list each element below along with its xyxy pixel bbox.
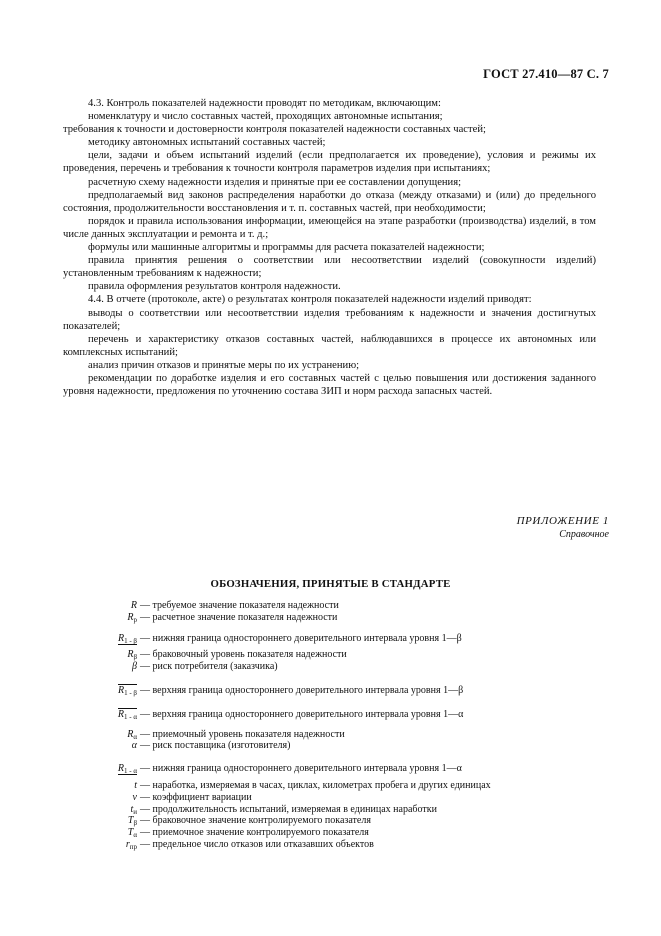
legend-symbol: $R_{1 - \beta}$ — [117, 684, 137, 697]
paragraph: предполагаемый вид законов распределения наработки до отказа (между отказами) и (или) до предельного состояния, продолжительности восстановления и т. п. составных частей, при необходимости; — [63, 189, 596, 214]
legend-symbol: R — [130, 600, 137, 611]
paragraph: цели, задачи и объем испытаний изделий (если предполагается их проведение), условия и режимы их проведения, перечень и требования к точности контроля параметров изделия при испытаниях; — [63, 150, 596, 175]
paragraph: порядок и правила использования информации, имеющейся на этапе разработки (производства) изделий, в том числе данных эксплуатации и ремонта и т. д.; — [63, 215, 596, 240]
legend-symbol: $R_p$ — [127, 611, 137, 624]
legend-symbol: $T_\beta$ — [127, 815, 137, 828]
legend-description: — нижняя граница одностороннего доверительного интервала уровня 1—α — [140, 763, 462, 775]
paragraph: перечень и характеристику отказов составных частей, наблюдавшихся в процессе их автономных или комплексных испытаний; — [63, 333, 596, 358]
paragraph: номенклатуру и число составных частей, проходящих автономные испытания; — [88, 111, 443, 123]
legend-symbol: v — [132, 791, 137, 803]
paragraph: правила принятия решения о соответствии или несоответствии изделий (совокупности изделий) установленным требованиям к надежности; — [63, 255, 596, 280]
legend-symbol: $R_{1 - \beta}$ — [117, 632, 137, 645]
legend-item — [88, 792, 598, 804]
legend-description: — требуемое значение показателя надежности — [140, 600, 339, 611]
clause-4-4: 4.4. В отчете (протоколе, акте) о результатах контроля показателей надежности изделий приводят: — [88, 294, 532, 306]
legend-description: — риск потребителя (заказчика) — [140, 661, 278, 673]
appendix-label — [517, 515, 609, 540]
paragraph: анализ причин отказов и принятые меры по их устранению; — [88, 359, 360, 371]
legend-item — [88, 685, 598, 697]
paragraph: требования к точности и достоверности контроля показателей надежности составных частей; — [63, 124, 486, 136]
paragraph: рекомендации по доработке изделия и его составных частей с целью повышения или достижения заданного уровня надежности, предложения по уточнению состава ЗИП и норм расхода запасных частей. — [63, 372, 596, 398]
legend-item — [88, 709, 598, 721]
legend-item — [88, 612, 598, 624]
legend-symbol: β — [132, 661, 137, 673]
legend-symbol: $T_\alpha$ — [127, 827, 137, 840]
legend-symbol: α — [131, 740, 137, 752]
legend-symbol: $R_\alpha$ — [127, 728, 137, 741]
legend-item — [88, 827, 598, 839]
legend-item — [88, 804, 598, 816]
legend-item — [88, 839, 598, 851]
appendix-subtitle: Справочное — [559, 529, 609, 540]
page-header: ГОСТ 27.410—87 С. 7 — [483, 67, 609, 81]
legend-symbol: $t_и$ — [130, 803, 137, 816]
legend-description: — нижняя граница одностороннего доверительного интервала уровня 1—β — [140, 632, 462, 644]
legend-description: — продолжительность испытаний, измеряемая в единицах наработки — [140, 803, 437, 815]
legend-description: — верхняя граница одностороннего доверительного интервала уровня 1—α — [140, 708, 464, 720]
legend-description: — риск поставщика (изготовителя) — [140, 740, 291, 752]
legend-item — [88, 763, 598, 775]
legend-item — [88, 815, 598, 827]
legend-description: — браковочное значение контролируемого показателя — [140, 815, 371, 827]
legend-title: ОБОЗНАЧЕНИЯ, ПРИНЯТЫЕ В СТАНДАРТЕ — [210, 578, 451, 590]
paragraph: методику автономных испытаний составных частей; — [88, 137, 326, 149]
legend-description: — приемочный уровень показателя надежности — [140, 728, 345, 740]
legend-item — [88, 729, 598, 741]
legend-symbol: $R_\beta$ — [127, 649, 137, 662]
legend-symbol: t — [134, 779, 137, 791]
legend-item — [88, 740, 598, 752]
paragraph: выводы о соответствии или несоответствии изделия требованиям к надежности и значения достигнутых показателей; — [63, 307, 596, 332]
legend-item — [88, 633, 598, 645]
legend-description: — коэффициент вариации — [140, 791, 252, 803]
legend-description: — браковочный уровень показателя надежности — [140, 649, 347, 661]
legend-description: — наработка, измеряемая в часах, циклах, километрах пробега и других единицах — [140, 779, 491, 791]
clause-4-3: 4.3. Контроль показателей надежности проводят по методикам, включающим: — [88, 98, 441, 109]
body-text — [63, 97, 596, 398]
legend-symbol: $R_{1 - \alpha}$ — [117, 708, 137, 721]
legend-item — [88, 661, 598, 673]
legend-description: — предельное число отказов или отказавших объектов — [140, 838, 374, 850]
legend-item — [88, 600, 598, 612]
paragraph: правила оформления результатов контроля надежности. — [88, 281, 341, 293]
legend-symbol: $R_{1 - \alpha}$ — [117, 763, 137, 776]
legend-item — [88, 649, 598, 661]
legend-description: — верхняя граница одностороннего доверительного интервала уровня 1—β — [140, 684, 464, 696]
paragraph: расчетную схему надежности изделия и принятые при ее составлении допущения; — [88, 176, 462, 188]
legend-description: — расчетное значение показателя надежности — [140, 611, 338, 623]
symbols-legend — [88, 600, 598, 851]
legend-description: — приемочное значение контролируемого показателя — [140, 827, 369, 839]
legend-item — [88, 780, 598, 792]
paragraph: формулы или машинные алгоритмы и программы для расчета показателей надежности; — [88, 242, 485, 254]
legend-symbol: $r_{пр}$ — [125, 838, 137, 851]
appendix-title: ПРИЛОЖЕНИЕ 1 — [516, 515, 609, 527]
